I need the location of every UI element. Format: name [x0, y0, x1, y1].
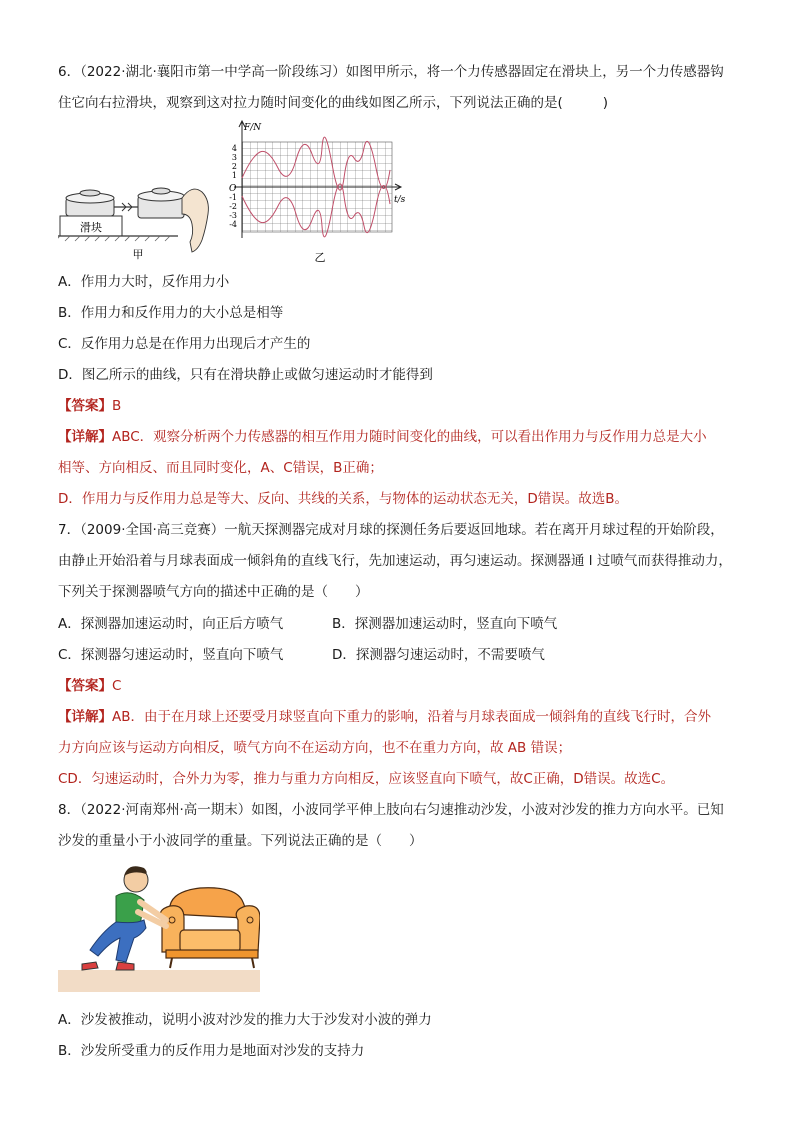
q6-detail-line3: D．作用力与反作用力总是等大、反向、共线的关系，与物体的运动状态无关，D错误。故选B。: [58, 491, 629, 507]
q6-option-c: C．反作用力总是在作用力出现后才产生的: [58, 336, 311, 352]
q6-stem-line1: 6．（2022·湖北·襄阳市第一中学高一阶段练习）如图甲所示，将一个力传感器固定在滑块上，另一个力传感器钩: [58, 64, 724, 80]
q8-stem-line2: 沙发的重量小于小波同学的重量。下列说法正确的是（ ）: [58, 833, 423, 849]
y-axis-label: F/N: [244, 123, 262, 133]
q7-detail-line1: 【详解】AB．由于在月球上还要受月球竖直向下重力的影响，沿着与月球表面成一倾斜角的直线飞行时，合外: [58, 709, 711, 725]
q7-stem-line2: 由静止开始沿着与月球表面成一倾斜角的直线飞行，先加速运动，再匀速运动。探测器通 l 过喷气而获得推动力，: [58, 553, 732, 569]
q7-stem-line3: 下列关于探测器喷气方向的描述中正确的是（ ）: [58, 584, 369, 600]
q8-stem-line1: 8．（2022·河南郑州·高一期末）如图，小波同学平伸上肢向右匀速推动沙发，小波对沙发的推力方向水平。已知: [58, 802, 724, 818]
q7-detail-line3: CD．匀速运动时，合外力为零，推力与重力方向相反，应该竖直向下喷气，故C正确，D错误。故选C。: [58, 771, 675, 787]
y-tick: -3: [229, 211, 237, 220]
q6-option-b: B．作用力和反作用力的大小总是相等: [58, 305, 284, 321]
q7-option-d: D．探测器匀速运动时，不需要喷气: [332, 647, 545, 663]
y-tick: 2: [231, 162, 237, 171]
q6-option-a: A．作用力大时，反作用力小: [58, 274, 230, 290]
figure-boy-pushing-sofa: [58, 862, 260, 992]
origin-label: O: [229, 184, 237, 194]
figure-jia-apparatus: [58, 178, 218, 264]
q6-detail-line1: 【详解】ABC．观察分析两个力传感器的相互作用力随时间变化的曲线，可以看出作用力与反作用力总是大小: [58, 429, 707, 445]
q7-option-c: C．探测器匀速运动时，竖直向下喷气: [58, 647, 284, 663]
figure-yi-force-time-graph: [220, 118, 410, 266]
y-tick: 1: [231, 171, 237, 180]
slider-label: 滑块: [80, 221, 102, 234]
figure-yi-caption: 乙: [314, 251, 326, 264]
y-tick: -2: [229, 202, 237, 211]
y-tick: 4: [231, 144, 237, 153]
figure-jia-caption: 甲: [132, 248, 144, 261]
y-tick: -4: [229, 220, 237, 229]
y-tick: 3: [231, 153, 237, 162]
q8-option-a: A．沙发被推动，说明小波对沙发的推力大于沙发对小波的弹力: [58, 1012, 432, 1028]
y-tick: -1: [229, 193, 237, 202]
x-axis-label: t/s: [394, 195, 406, 205]
q7-detail-line2: 力方向应该与运动方向相反，喷气方向不在运动方向，也不在重力方向，故 AB 错误；: [58, 740, 572, 756]
q6-option-d: D．图乙所示的曲线，只有在滑块静止或做匀速运动时才能得到: [58, 367, 433, 383]
q8-option-b: B．沙发所受重力的反作用力是地面对沙发的支持力: [58, 1043, 365, 1059]
q6-stem-line2: 住它向右拉滑块，观察到这对拉力随时间变化的曲线如图乙所示，下列说法正确的是( ): [58, 95, 609, 111]
q7-option-a: A．探测器加速运动时，向正后方喷气: [58, 616, 284, 632]
q7-option-b: B．探测器加速运动时，竖直向下喷气: [332, 616, 558, 632]
q7-answer: 【答案】C: [58, 678, 122, 694]
q6-answer: 【答案】B: [58, 398, 122, 414]
q7-stem-line1: 7．（2009·全国·高三竞赛）一航天探测器完成对月球的探测任务后要返回地球。若在离开月球过程的开始阶段，: [58, 522, 724, 538]
q6-detail-line2: 相等、方向相反、而且同时变化，A、C错误，B正确；: [58, 460, 383, 476]
